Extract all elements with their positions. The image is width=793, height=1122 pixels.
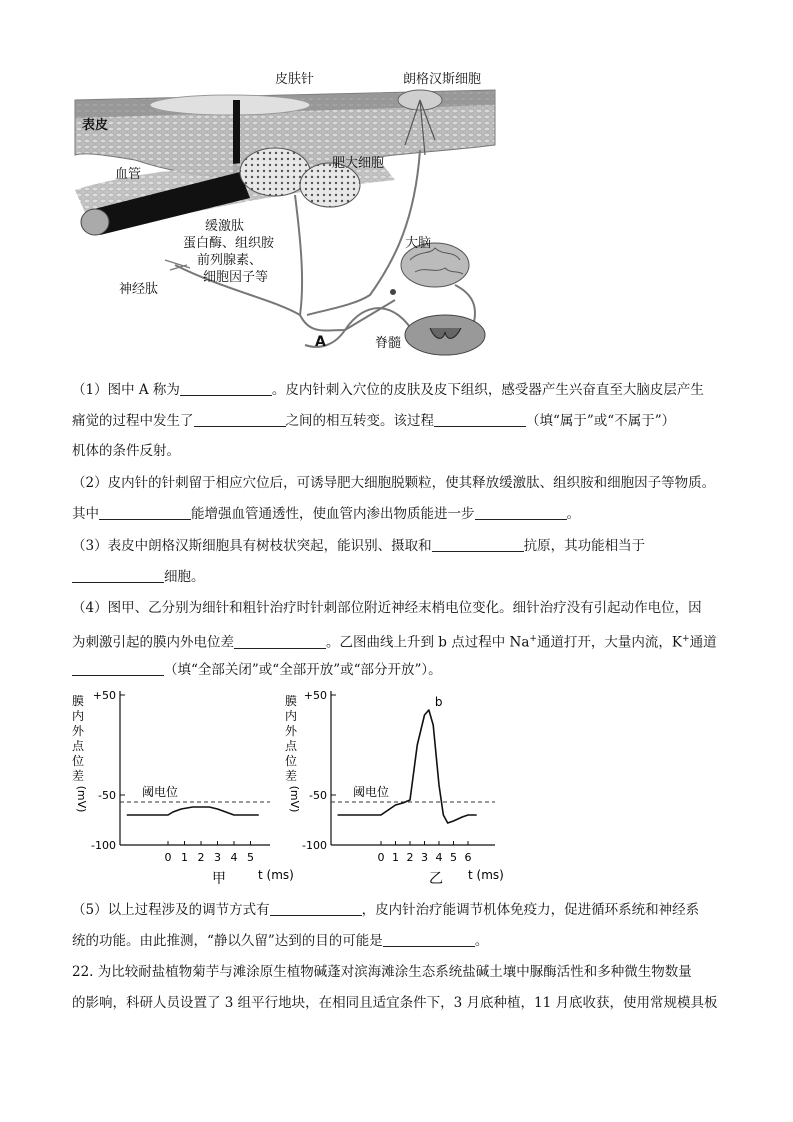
chart-yi-svg: [283, 685, 508, 895]
q5-blank-1[interactable]: [270, 902, 362, 916]
q1-line-3: [72, 442, 732, 460]
y-axis-label-char: 点: [284, 739, 298, 753]
x-tick-label: 1: [392, 851, 399, 864]
x-tick-label: 5: [450, 851, 457, 864]
y-axis-label-char: 膜: [284, 694, 298, 708]
q2-text-a: （2）皮内针的针刺留于相应穴位后，可诱导肥大细胞脱颗粒，使其释放缓激肽、组织胺和细胞因子等物质。: [72, 475, 716, 491]
q1-text-f: 机体的条件反射。: [72, 443, 180, 459]
label-bradykinin: 缓激肽: [205, 219, 245, 234]
q1-blank-3[interactable]: [434, 413, 526, 427]
q3-blank-2[interactable]: [72, 569, 164, 583]
y-axis-label-unit: (mV): [75, 785, 88, 813]
label-protease: 蛋白酶、组织胺: [183, 236, 275, 251]
label-prostaglandin: 前列腺素、: [197, 253, 263, 268]
q5-text-c: 统的功能。由此推测，“静以久留”达到的目的可能是: [72, 933, 383, 949]
x-tick-label: 0: [164, 851, 172, 864]
q5-text-b: ，皮内针治疗能调节机体免疫力，促进循环系统和神经系: [361, 902, 700, 918]
q4-blank-1[interactable]: [234, 635, 326, 649]
y-tick-label: +50: [303, 689, 327, 702]
q2-text-b: 其中: [72, 506, 99, 522]
skin-diagram-art: [75, 60, 495, 370]
q2-text-c: 能增强血管通透性，使血管内渗出物质能进一步: [191, 506, 475, 522]
y-axis-label-char: 外: [71, 724, 85, 738]
label-skin-needle: 皮肤针: [275, 72, 315, 87]
q22-line-1: [72, 963, 732, 981]
q2-text-d: 。: [566, 506, 580, 522]
q3-text-a: （3）表皮中朗格汉斯细胞具有树枝状突起，能识别、摄取和: [72, 538, 432, 554]
y-axis-label-char: 内: [284, 709, 298, 723]
y-tick-label: -50: [309, 789, 327, 802]
y-axis-label-char: 差: [71, 769, 85, 783]
q4-text-e: 通道: [689, 634, 717, 651]
x-tick-label: 4: [435, 851, 443, 864]
label-blood-vessel: 血管: [115, 167, 142, 182]
q4-text-c: 。乙图曲线上升到 b 点过程中 Na: [326, 634, 530, 651]
label-spinal-cord: 脊髓: [375, 336, 402, 351]
q2-blank-1[interactable]: [99, 506, 191, 520]
chart-title: 乙: [429, 871, 443, 887]
peak-label: b: [434, 695, 443, 709]
q22-line-2: [72, 994, 732, 1012]
q2-line-1: [72, 474, 732, 492]
chart-title: 甲: [212, 871, 226, 887]
x-tick-label: 3: [421, 851, 428, 864]
label-point-a: A: [315, 334, 326, 350]
q5-text-d: 。: [474, 933, 489, 949]
y-tick-label: -100: [302, 839, 327, 852]
q1-blank-2[interactable]: [194, 413, 286, 427]
label-epidermis: 表皮: [82, 118, 109, 133]
q4-sup-na: +: [529, 634, 537, 644]
x-tick-label: 1: [181, 851, 188, 864]
q4-line-3: [72, 661, 732, 679]
q1-text-c: 痛觉的过程中发生了: [72, 413, 194, 429]
y-axis-label-char: 内: [71, 709, 85, 723]
y-axis-label-char: 外: [284, 724, 298, 738]
x-tick-label: 2: [197, 851, 205, 864]
q1-text-d: 之间的相互转变。该过程: [285, 413, 434, 429]
label-mast-cell: 肥大细胞: [332, 156, 385, 171]
q1-text-e: （填“属于”或“不属于”）: [526, 413, 676, 429]
skin-diagram: [75, 60, 495, 370]
x-tick-label: 3: [214, 851, 221, 864]
x-tick-label: 6: [464, 851, 472, 864]
q4-line-2: [72, 630, 732, 652]
q4-sup-k: +: [682, 634, 690, 644]
q4-line-1: [72, 599, 732, 617]
q4-text-f: （填“全部关闭”或“全部开放”或“部分开放”）。: [164, 662, 442, 678]
q5-line-2: [72, 932, 732, 950]
q4-text-a: （4）图甲、乙分别为细针和粗针治疗时针刺部位附近神经末梢电位变化。细针治疗没有引起动作电位，因: [72, 600, 702, 616]
x-tick-label: 2: [406, 851, 414, 864]
q1-line-1: [72, 381, 732, 399]
chart-jia-svg: [70, 685, 294, 895]
q5-blank-2[interactable]: [383, 933, 475, 947]
q4-blank-2[interactable]: [72, 662, 164, 676]
q22-text-a: 22. 为比较耐盐植物菊芋与滩涂原生植物碱蓬对滨海滩涂生态系统盐碱土壤中脲酶活性和多种微生物数量: [72, 964, 692, 980]
y-axis-label-unit: (mV): [288, 785, 301, 813]
y-axis-label-char: 位: [71, 754, 85, 768]
q5-line-1: [72, 901, 732, 919]
q1-text-b: 。皮内针刺入穴位的皮肤及皮下组织，感受器产生兴奋直至大脑皮层产生: [271, 382, 704, 398]
q1-blank-1[interactable]: [180, 382, 272, 396]
q2-blank-2[interactable]: [475, 506, 567, 520]
y-tick-label: -100: [91, 839, 116, 852]
q4-text-b: 为刺激引起的膜内外电位差: [72, 634, 234, 651]
label-brain: 大脑: [405, 236, 432, 251]
y-tick-label: -50: [98, 789, 116, 802]
x-tick-label: 5: [247, 851, 254, 864]
q3-line-1: [72, 537, 732, 555]
label-cytokine: 细胞因子等: [203, 270, 269, 285]
chart-jia: [70, 685, 294, 895]
q1-text-a: （1）图中 A 称为: [72, 382, 180, 398]
q2-line-2: [72, 505, 732, 523]
series-line: [127, 807, 259, 815]
x-axis-label: t (ms): [258, 868, 294, 882]
x-tick-label: 4: [230, 851, 238, 864]
y-axis-label-char: 膜: [71, 694, 85, 708]
x-axis-label: t (ms): [468, 868, 504, 882]
label-neuropeptide: 神经肽: [119, 282, 159, 297]
x-tick-label: 0: [377, 851, 385, 864]
q3-text-b: 抗原，其功能相当于: [523, 538, 646, 554]
y-axis-label-char: 位: [284, 754, 298, 768]
series-line: [338, 710, 477, 823]
q1-line-2: [72, 412, 732, 430]
chart-yi: [283, 685, 508, 895]
threshold-label: 阈电位: [353, 785, 390, 799]
y-axis-label-char: 差: [284, 769, 298, 783]
q3-text-c: 细胞。: [164, 569, 205, 585]
q3-blank-1[interactable]: [432, 538, 524, 552]
label-langerhans-cell: 朗格汉斯细胞: [403, 72, 482, 87]
y-axis-label-char: 点: [71, 739, 85, 753]
q3-line-2: [72, 568, 732, 586]
q4-text-d: 通道打开，大量内流，K: [536, 634, 683, 651]
q5-text-a: （5）以上过程涉及的调节方式有: [72, 902, 270, 918]
q22-text-b: 的影响，科研人员设置了 3 组平行地块，在相同且适宜条件下，3 月底种植，11 月底收获，使用常规模具板: [72, 995, 718, 1011]
threshold-label: 阈电位: [142, 785, 179, 799]
y-tick-label: +50: [92, 689, 116, 702]
